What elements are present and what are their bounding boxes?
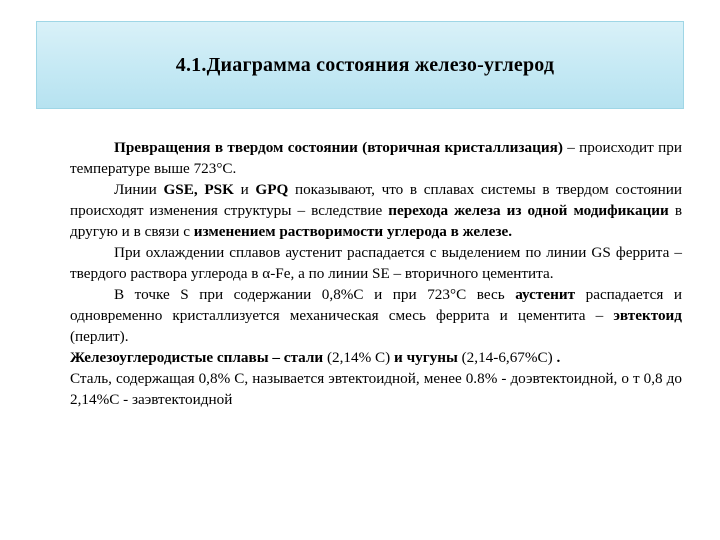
paragraph-cooling: [70, 242, 682, 284]
paragraph-alloys: [70, 347, 682, 368]
slide-body: [70, 137, 682, 410]
bold-phrase: аустенит: [515, 286, 576, 303]
text-run: Сталь, содержащая 0,8% С, называется эвтектоидной, менее 0.8% - доэвтектоидной, о т 0,8 до 2,14%С - заэвтектоидной: [70, 370, 682, 408]
text-run: показывают, что в сплавах системы в твердом состоянии происходят изменения структуры – вследствие: [70, 181, 682, 219]
text-run: При охлаждении сплавов аустенит распадается с выделением по линии GS феррита – твердого раствора углерода в α-Fe, а по линии SE – вторичного цементита.: [70, 244, 682, 282]
title-banner: [36, 21, 684, 109]
bold-phrase: .: [556, 349, 561, 366]
text-run: и: [233, 181, 256, 198]
paragraph-lines: [70, 179, 682, 242]
paragraph-transformations: [70, 137, 682, 179]
bold-phrase: Железоуглеродистые сплавы – стали: [70, 349, 324, 366]
bold-phrase: Превращения в твердом состоянии (вторичная кристаллизация): [114, 139, 563, 156]
bold-phrase: изменением растворимости углерода в железе.: [193, 223, 513, 240]
text-run: в другую и в связи с: [70, 202, 683, 240]
bold-phrase: перехода железа из одной модификации: [388, 202, 669, 219]
text-run: (2,14-6,67%С): [457, 349, 557, 366]
text-run: В точке S при содержании 0,8%С и при 723°С весь: [114, 286, 516, 303]
text-run: (2,14% С): [323, 349, 395, 366]
paragraph-point-s: [70, 284, 682, 347]
text-run: распадается и одновременно кристаллизуется механическая смесь феррита и цементита –: [70, 286, 682, 324]
paragraph-steel: [70, 368, 682, 410]
bold-phrase: и чугуны: [394, 349, 458, 366]
text-run: Линии: [114, 181, 164, 198]
bold-phrase: эвтектоид: [613, 307, 682, 324]
bold-phrase: GSE, PSK: [163, 181, 234, 198]
text-run: – происходит при температуре выше 723°С.: [70, 139, 682, 177]
text-run: (перлит).: [70, 328, 129, 345]
bold-phrase: GPQ: [255, 181, 289, 198]
slide-title: 4.1.Диаграмма состояния железо-углерод: [175, 53, 555, 76]
